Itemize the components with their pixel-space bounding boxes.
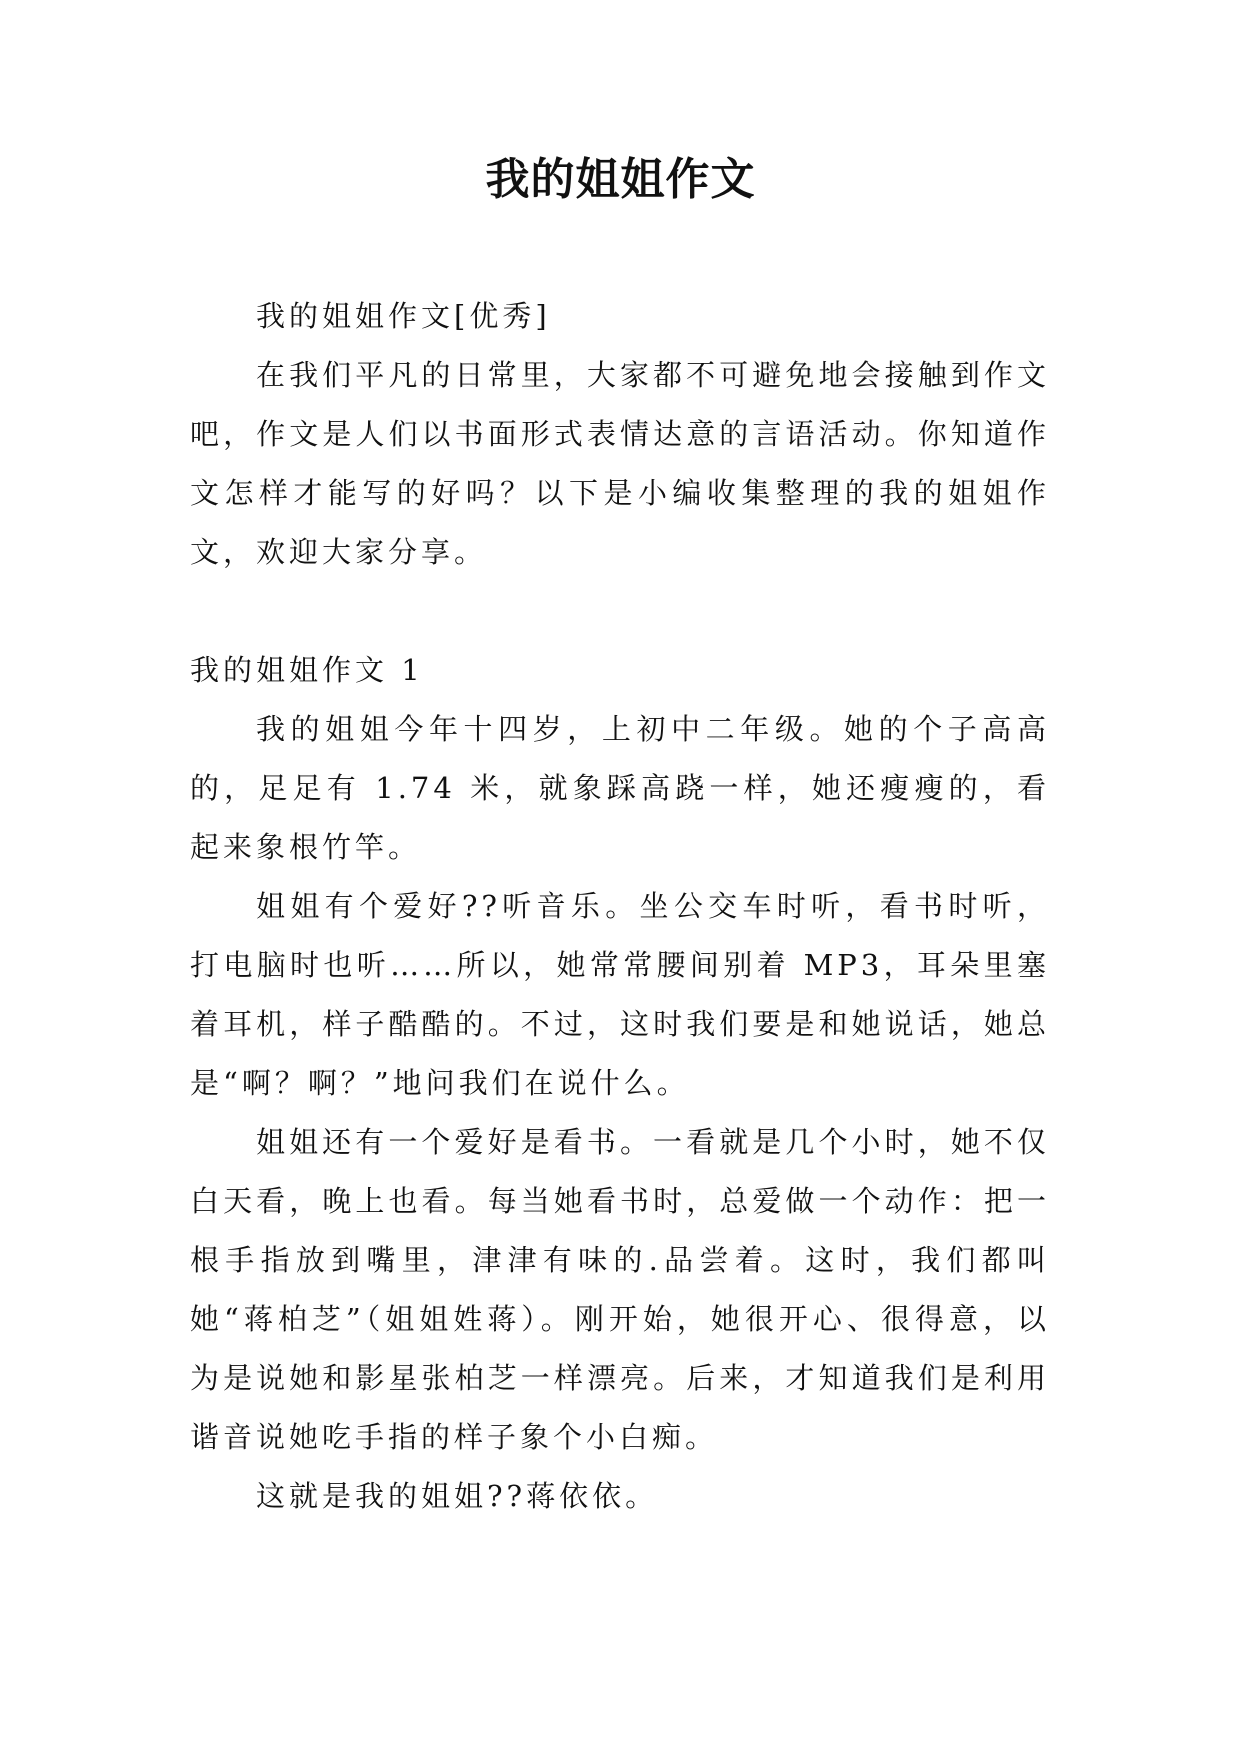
document-title: 我的姐姐作文	[485, 154, 756, 205]
body-paragraph: 姐姐有个爱好??听音乐。坐公交车时听，看书时听，打电脑时也听……所以，她常常腰间别着 MP3，耳朵里塞着耳机，样子酷酷的。不过，这时我们要是和她说话，她总是“啊？啊？”地问我们在说什么。	[190, 889, 1050, 1100]
document-body	[190, 287, 1050, 1526]
body-paragraph: 我的姐姐今年十四岁，上初中二年级。她的个子高高的，足足有 1.74 米，就象踩高跷一样，她还瘦瘦的，看起来象根竹竿。	[190, 712, 1050, 864]
paragraph-spacer	[190, 582, 1050, 641]
document-subtitle: 我的姐姐作文[优秀]	[256, 299, 551, 333]
intro-paragraph: 在我们平凡的日常里，大家都不可避免地会接触到作文吧，作文是人们以书面形式表情达意的言语活动。你知道作文怎样才能写的好吗？以下是小编收集整理的我的姐姐作文，欢迎大家分享。	[190, 358, 1050, 569]
body-paragraph: 姐姐还有一个爱好是看书。一看就是几个小时，她不仅白天看，晚上也看。每当她看书时，总爱做一个动作：把一根手指放到嘴里，津津有味的.品尝着。这时，我们都叫她“蒋柏芝”（姐姐姓蒋）。刚开始，她很开心、很得意，以为是说她和影星张柏芝一样漂亮。后来，才知道我们是利用谐音说她吃手指的样子象个小白痴。	[190, 1125, 1050, 1454]
body-paragraph: 这就是我的姐姐??蒋依依。	[256, 1479, 659, 1513]
section-heading: 我的姐姐作文 1	[190, 653, 424, 687]
